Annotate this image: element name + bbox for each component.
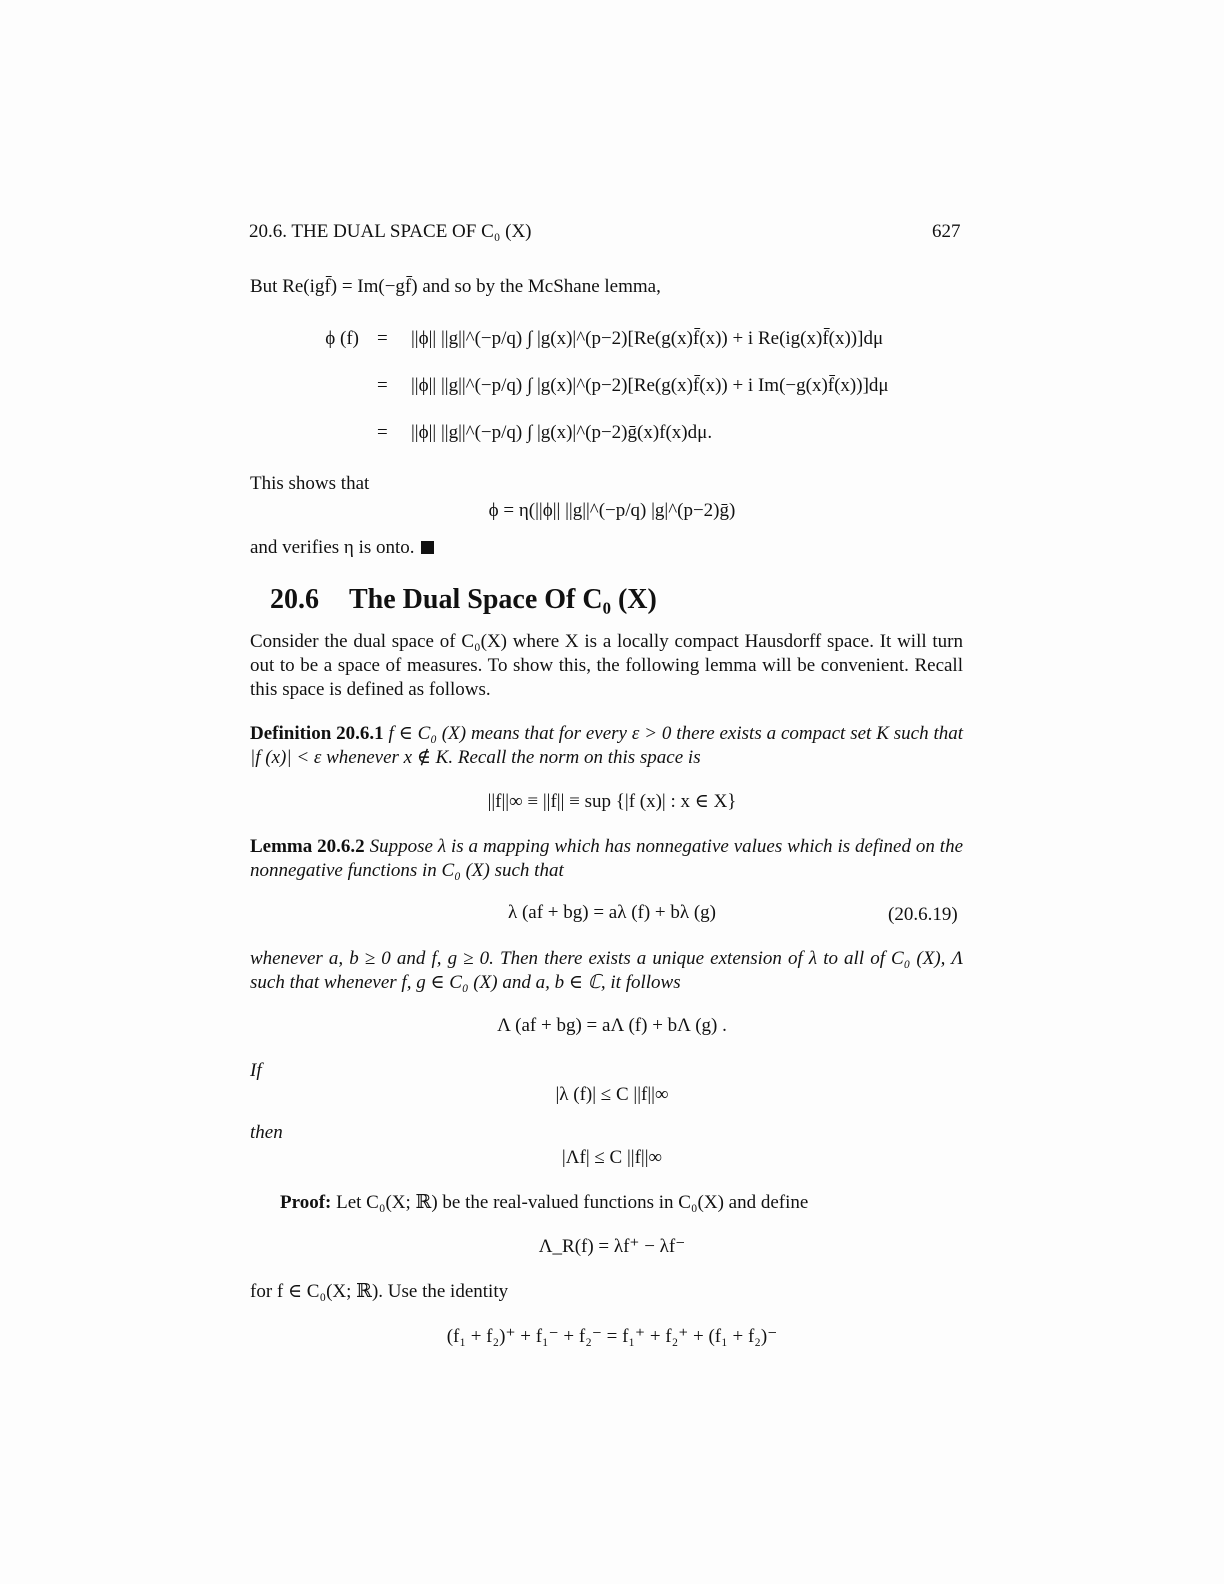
proof-line (280, 1191, 808, 1215)
equation-then: |Λf| ≤ C ||f||∞ (561, 1147, 663, 1168)
page-number: 627 (932, 221, 961, 242)
verifies-line (250, 536, 434, 560)
equation-rhs: ||ϕ|| ||g||^(−p/q) ∫ |g(x)|^(p−2)[Re(g(x)f̄(x)) + i Im(−g(x)f̄(x))]dμ (411, 375, 889, 396)
lemma-label: Lemma 20.6.2 (250, 836, 365, 857)
equation-Lambda: Λ (af + bg) = aΛ (f) + bΛ (g) . (497, 1015, 727, 1036)
definition-text: f ∈ C₀ (X) means that for every ε > 0 there exists a compact set K such that |f (x)| < ε whenever x ∉ K. Recall the norm on this space is (250, 723, 964, 768)
equation-rhs: ||ϕ|| ||g||^(−p/q) ∫ |g(x)|^(p−2)ḡ(x)f(x)dμ. (411, 422, 713, 443)
lemma-block (250, 835, 963, 883)
definition-label: Definition 20.6.1 (250, 723, 384, 744)
lemma-continuation: whenever a, b ≥ 0 and f, g ≥ 0. Then there exists a unique extension of λ to all of C₀ (X), Λ such that whenever f, g ∈ C₀ (X) and a, b ∈ ℂ, it follows (250, 948, 963, 993)
equation-norm: ||f||∞ ≡ ||f|| ≡ sup {|f (x)| : x ∈ X} (487, 791, 737, 812)
equals-sign: = (377, 422, 388, 443)
lemma-text: Suppose λ is a mapping which has nonnegative values which is defined on the nonnegative functions in C₀ (X) such that (250, 836, 963, 881)
equation-phi: ϕ = η(||ϕ|| ||g||^(−p/q) |g|^(p−2)ḡ) (488, 500, 736, 521)
equation-identity: (f₁ + f₂)⁺ + f₁⁻ + f₂⁻ = f₁⁺ + f₂⁺ + (f₁ + f₂)⁻ (446, 1326, 778, 1347)
equation-tag: (20.6.19) (888, 904, 958, 925)
section-paragraph: Consider the dual space of C₀(X) where X is a locally compact Hausdorff space. It will turn out to be a space of measures. To show this, the following lemma will be convenient. Recall this space is defined as follows. (250, 631, 963, 700)
proof-text: Let C₀(X; ℝ) be the real-valued functions in C₀(X) and define (336, 1192, 809, 1213)
proof-label: Proof: (280, 1192, 332, 1213)
then-label: then (250, 1122, 283, 1143)
equation-rhs: ||ϕ|| ||g||^(−p/q) ∫ |g(x)|^(p−2)[Re(g(x)f̄(x)) + i Re(ig(x)f̄(x))]dμ (411, 328, 884, 349)
shows-that-text: This shows that (250, 473, 370, 494)
running-header: 20.6. THE DUAL SPACE OF C₀ (X) (249, 221, 532, 242)
equation-lambda: λ (af + bg) = aλ (f) + bλ (g) (507, 902, 717, 923)
verifies-text: and verifies η is onto. (250, 537, 415, 558)
equation-LambdaR: Λ_R(f) = λf⁺ − λf⁻ (538, 1236, 686, 1257)
section-number: 20.6 (270, 584, 319, 615)
equals-sign: = (377, 328, 388, 349)
equation-if: |λ (f)| ≤ C ||f||∞ (555, 1084, 669, 1105)
if-label: If (250, 1060, 262, 1081)
for-line: for f ∈ C₀(X; ℝ). Use the identity (250, 1281, 509, 1302)
section-heading (270, 584, 657, 616)
equation-lhs: ϕ (f) (325, 328, 359, 349)
section-title: The Dual Space Of C₀ (X) (349, 584, 657, 615)
definition-block (250, 722, 963, 770)
intro-line: But Re(igf̄) = Im(−gf̄) and so by the McShane lemma, (250, 276, 661, 297)
qed-square-icon (421, 541, 434, 554)
equals-sign: = (377, 375, 388, 396)
